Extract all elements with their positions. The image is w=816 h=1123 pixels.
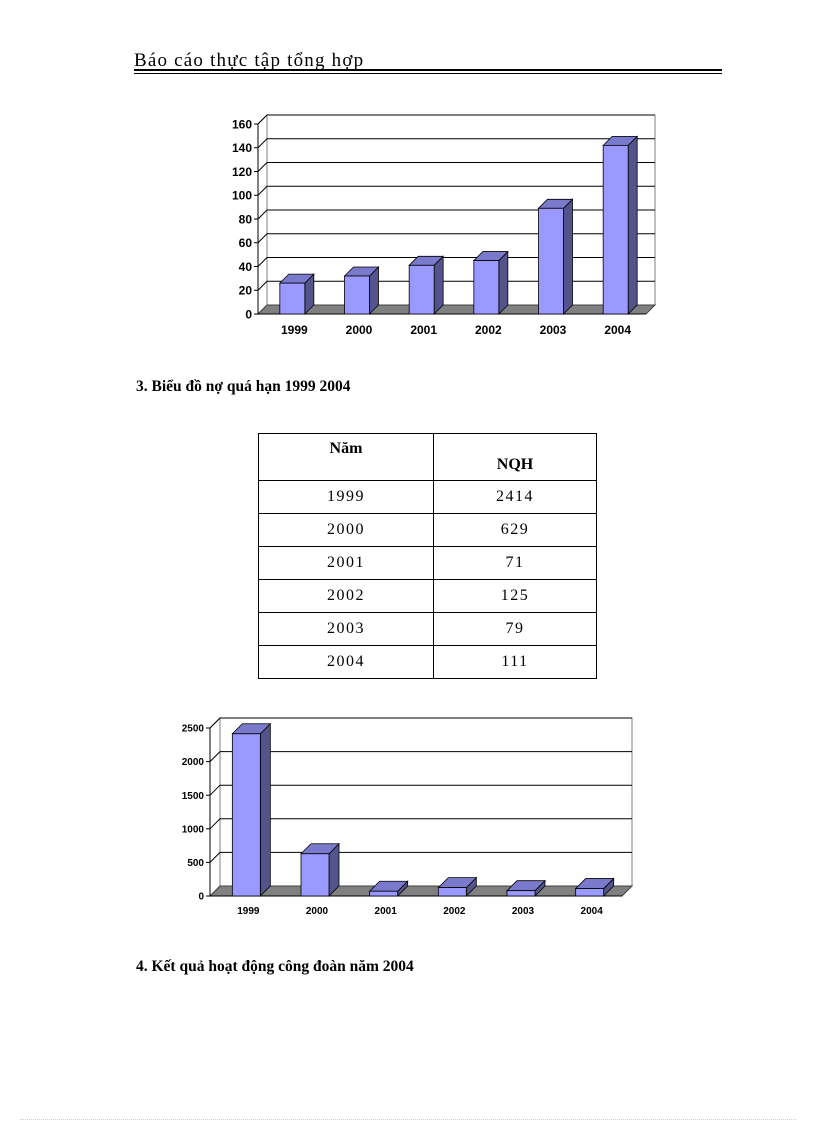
page-header — [134, 50, 724, 72]
bar-front — [576, 889, 604, 896]
y-tick-label: 140 — [231, 141, 252, 156]
x-tick-label: 1999 — [280, 323, 308, 337]
bar-front — [474, 261, 499, 314]
header-rule-thin — [134, 73, 722, 74]
section-4-heading: 4. Kết quả hoạt động công đoàn năm 2004 — [136, 958, 414, 975]
x-tick-label: 2002 — [443, 906, 466, 917]
chart-floor — [258, 305, 655, 314]
y-tick-label: 500 — [187, 858, 204, 869]
y-tick-label: 0 — [245, 307, 252, 322]
table-cell-nqh: 79 — [434, 613, 597, 646]
y-tick-label: 0 — [198, 891, 204, 903]
bar-front — [370, 891, 398, 896]
page-bottom-border — [20, 1119, 796, 1120]
x-tick-label: 2000 — [345, 323, 373, 337]
table-cell-nqh: 71 — [434, 547, 597, 580]
table-cell-year: 2002 — [259, 580, 434, 613]
bar-side — [628, 136, 637, 314]
y-tick-label: 1000 — [181, 824, 204, 836]
bar-front — [345, 276, 370, 314]
bar — [280, 274, 314, 314]
bar — [603, 136, 637, 314]
header-title: Báo cáo thực tập tổng hợp — [134, 50, 365, 71]
table-row — [259, 613, 597, 646]
y-tick-label: 40 — [238, 259, 252, 274]
bar-side — [260, 724, 270, 896]
table-cell-year: 2001 — [259, 547, 434, 580]
table-cell-year: 2003 — [259, 613, 434, 646]
y-tick-label: 80 — [238, 212, 252, 227]
bar — [539, 199, 573, 314]
table-row — [259, 481, 597, 514]
x-tick-label: 2004 — [604, 323, 632, 337]
bar-chart-1 — [214, 112, 664, 348]
table-cell-nqh: 2414 — [434, 481, 597, 514]
x-tick-label: 2002 — [474, 323, 502, 337]
table-cell-year: 2000 — [259, 514, 434, 547]
y-tick-label: 160 — [231, 117, 252, 132]
nqh-table — [258, 433, 597, 679]
bar-front — [301, 854, 329, 896]
bar-front — [539, 208, 564, 314]
bar — [474, 252, 508, 314]
header-rule — [134, 69, 722, 71]
bar-front — [280, 283, 305, 314]
x-tick-label: 2004 — [580, 906, 603, 917]
bar-front — [603, 145, 628, 314]
table-cell-nqh: 629 — [434, 514, 597, 547]
bar-front — [409, 265, 434, 314]
y-tick-label: 120 — [231, 164, 252, 179]
chart-back-wall — [220, 718, 632, 886]
bar-chart-2 — [172, 712, 642, 922]
bar-front — [507, 891, 535, 896]
table-row — [259, 547, 597, 580]
bar-side — [434, 256, 443, 314]
table-row — [259, 514, 597, 547]
x-tick-label: 1999 — [237, 906, 260, 917]
x-tick-label: 2000 — [305, 906, 329, 917]
column-header-nqh: NQH — [434, 434, 597, 481]
table-header-row — [259, 434, 597, 481]
column-header-year: Năm — [259, 434, 434, 481]
y-tick-label: 20 — [238, 283, 252, 298]
table-cell-nqh: 125 — [434, 580, 597, 613]
x-tick-label: 2001 — [374, 906, 397, 917]
y-tick-label: 1500 — [181, 790, 204, 802]
chart-svg — [172, 712, 642, 922]
chart-svg — [214, 112, 664, 348]
x-tick-label: 2003 — [539, 323, 567, 337]
bar-front — [438, 888, 466, 896]
bar-side — [564, 199, 573, 314]
x-tick-label: 2001 — [410, 323, 438, 337]
y-tick-label: 100 — [231, 188, 252, 203]
table-cell-nqh: 111 — [434, 646, 597, 679]
bar — [345, 267, 379, 314]
bar — [301, 844, 339, 896]
y-tick-label: 2000 — [181, 757, 204, 769]
y-tick-label: 2500 — [181, 723, 204, 735]
bar — [409, 256, 443, 314]
y-tick-label: 60 — [238, 236, 252, 251]
table-cell-year: 2004 — [259, 646, 434, 679]
table-row — [259, 580, 597, 613]
section-3-heading: 3. Biểu đồ nợ quá hạn 1999 2004 — [136, 378, 351, 395]
bar — [232, 724, 270, 896]
table-row — [259, 646, 597, 679]
chart-floor — [210, 886, 632, 896]
bar-side — [499, 252, 508, 314]
table-cell-year: 1999 — [259, 481, 434, 514]
chart-side-wall — [210, 718, 220, 896]
x-tick-label: 2003 — [511, 906, 535, 917]
bar-front — [232, 734, 260, 896]
